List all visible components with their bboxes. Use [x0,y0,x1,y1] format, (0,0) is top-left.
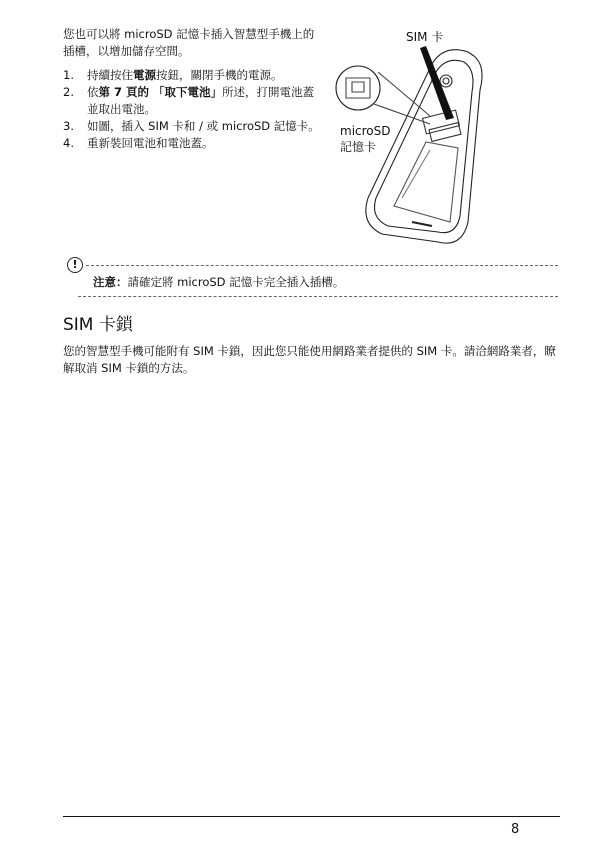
page-number: 8 [511,822,520,837]
step-text: 如圖，插入 SIM 卡和 / 或 microSD 記憶卡。 [87,119,320,133]
step-number: 2. [63,85,74,99]
note-text [93,274,344,290]
step-text: 依 [87,85,99,99]
step-bold: 電源 [133,68,156,82]
sim-card-label: SIM 卡 [406,30,444,44]
step-bold: 第 7 頁的 「取下電池」 [98,85,223,99]
note-label: 注意： [93,275,128,289]
section-heading: SIM 卡鎖 [63,315,133,335]
note-body: 請確定將 microSD 記憶卡完全插入插槽。 [127,275,345,289]
step-item [63,84,325,118]
steps-list [63,67,325,152]
note-divider-bottom [78,296,558,297]
step-item [63,67,325,84]
footer-rule [63,816,560,817]
caution-icon: ! [67,257,83,273]
intro-paragraph: 您也可以將 microSD 記憶卡插入智慧型手機上的插槽，以增加儲存空間。 [63,27,315,58]
step-text: 重新裝回電池和電池蓋。 [87,136,214,150]
step-number: 4. [63,136,74,150]
step-item [63,135,325,152]
microsd-label-line1: microSD [340,124,391,138]
section-paragraph: 您的智慧型手機可能附有 SIM 卡鎖，因此您只能使用網路業者提供的 SIM 卡。請洽網路業者，瞭解取消 SIM 卡鎖的方法。 [63,344,556,375]
step-text: 所述，打開電池蓋並取出電池。 [87,85,315,116]
step-text: 按鈕，關閉手機的電源。 [156,68,283,82]
phone-illustration [334,26,484,254]
step-number: 1. [63,68,74,82]
step-number: 3. [63,119,74,133]
note-divider-top [86,265,558,266]
microsd-label-line2: 記憶卡 [340,140,377,154]
step-item [63,118,325,135]
step-text: 持續按住 [87,68,133,82]
